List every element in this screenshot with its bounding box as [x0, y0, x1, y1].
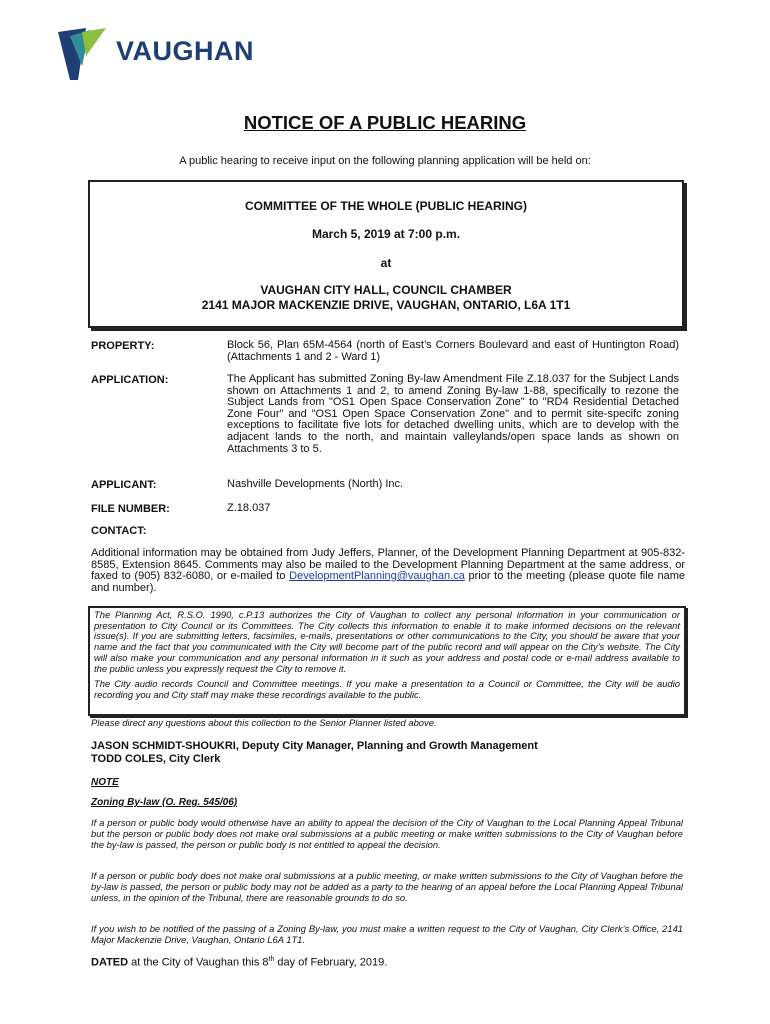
note-heading: NOTE — [91, 777, 119, 788]
property-value: Block 56, Plan 65M-4564 (north of East’s Corners Boulevard and east of Huntington Road) (Attachments 1 and 2 - Ward 1) — [227, 339, 679, 363]
signature-city-clerk: TODD COLES, City Clerk — [91, 753, 221, 765]
property-label: PROPERTY: — [91, 340, 155, 352]
meeting-datetime: March 5, 2019 at 7:00 p.m. — [311, 227, 461, 241]
contact-text — [91, 548, 685, 594]
applicant-value: Nashville Developments (North) Inc. — [227, 478, 404, 490]
contact-text-before: Additional information may be obtained from Judy Jeffers, Planner, of the Development Planning Department at 905-832-8585, Extension 8645. Comments may also be mailed to the Development Planning Department at the same address, or faxed to (905) 832-6080, or e-mailed to — [91, 547, 685, 583]
meeting-box — [88, 180, 684, 328]
application-label: APPLICATION: — [91, 374, 169, 386]
dated-superscript: th — [268, 956, 275, 963]
page-title: NOTICE OF A PUBLIC HEARING — [243, 112, 527, 133]
contact-text-after: prior to the meeting (please quote file name and number). — [91, 570, 685, 594]
logo-mark-green — [82, 28, 106, 56]
privacy-notice-box — [88, 606, 686, 716]
meeting-committee: COMMITTEE OF THE WHOLE (PUBLIC HEARING) — [245, 199, 527, 213]
meeting-address: 2141 MAJOR MACKENZIE DRIVE, VAUGHAN, ONTARIO, L6A 1T1 — [201, 298, 571, 312]
privacy-paragraph-1: The Planning Act, R.S.O. 1990, c.P.13 authorizes the City of Vaughan to collect any personal information in your communication or presentation to City Council or its Committees. The City collects this information to enable it to make informed decisions on the relevant issue(s). If you are submitting letters, facsimiles, e-mails, presentations or other communications to the City, you should be aware that your name and the fact that you communicated with the City will become part of the public record and will appear on the City's website. The City will also make your communication and any personal information in it such as your address and postal code or e-mail address available to the public unless you expressly request the City to remove it. — [94, 609, 680, 674]
note-subheading: Zoning By-law (O. Reg. 545/06) — [91, 797, 238, 808]
privacy-paragraph-2: The City audio records Council and Committee meetings. If you make a presentation to a Council or Committee, the City will be audio recording you and City staff may make these recordings available to the public. — [94, 678, 680, 700]
meeting-at: at — [380, 256, 392, 270]
intro-text: A public hearing to receive input on the following planning application will be held on: — [179, 155, 591, 167]
logo-text: VAUGHAN — [116, 36, 254, 66]
note-paragraph-3: If you wish to be notified of the passing of a Zoning By-law, you must make a written request to the City of Vaughan, City Clerk’s Office, 2141 Major Mackenzie Drive, Vaughan, Ontario L6A 1T1. — [91, 923, 683, 945]
dated-text-after: day of February, 2019. — [274, 956, 388, 969]
application-value: The Applicant has submitted Zoning By-law Amendment File Z.18.037 for the Subject Lands shown on Attachments 1 and 2, to amend Zoning By-law 1-88, specifically to rezone the Subject Lands from "OS1 Open Space Conservation Zone" to "RD4 Residential Detached Zone Four" and "OS1 Open Space Conservation Zone" and to permit site-specifc zoning exceptions to facilitate five lots for detached dwelling units, which are to develop with the adjacent lands to the north, and maintain valleylands/open space lands as shown on Attachments 3 to 5. — [227, 373, 679, 455]
contact-email-link[interactable]: DevelopmentPlanning@vaughan.ca — [289, 570, 465, 583]
note-paragraph-2: If a person or public body does not make oral submissions at a public meeting, or make written submissions to the City of Vaughan before the by-law is passed, the person or public body may not be added as a party to the hearing of an appeal before the Local Planning Appeal Tribunal unless, in the opinion of the Tribunal, there are reasonable grounds to do so. — [91, 870, 683, 903]
dated-line — [91, 956, 387, 969]
contact-label: CONTACT: — [91, 525, 147, 537]
privacy-questions: Please direct any questions about this collection to the Senior Planner listed above. — [91, 717, 437, 728]
meeting-venue: VAUGHAN CITY HALL, COUNCIL CHAMBER — [260, 283, 512, 297]
signature-deputy-manager: JASON SCHMIDT-SHOUKRI, Deputy City Manager, Planning and Growth Management — [91, 740, 538, 752]
dated-text-before: at the City of Vaughan this 8 — [128, 956, 269, 969]
file-number-label: FILE NUMBER: — [91, 503, 170, 515]
applicant-label: APPLICANT: — [91, 479, 157, 491]
dated-label: DATED — [91, 956, 129, 969]
file-number-value: Z.18.037 — [227, 502, 271, 514]
note-paragraph-1: If a person or public body would otherwise have an ability to appeal the decision of the City of Vaughan to the Local Planning Appeal Tribunal but the person or public body does not make oral submissions at a public meeting or make written submissions to the City of Vaughan before the by-law is passed, the person or public body is not entitled to appeal the decision. — [91, 817, 683, 850]
